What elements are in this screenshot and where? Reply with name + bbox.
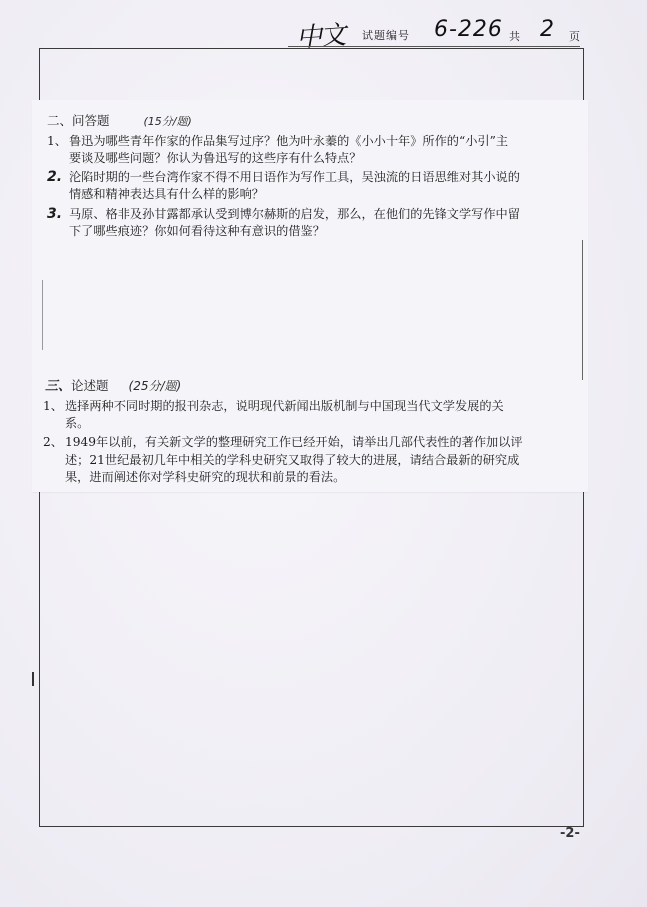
question-number: 1、: [47, 134, 67, 148]
question-2-1-line-2: 要谈及哪些问题？你认为鲁迅写的这些序有什么特点？: [69, 151, 362, 165]
question-2-3-line-2: 下了哪些痕迹？你如何看待这种有意识的借鉴？: [69, 224, 325, 238]
total-pages: 2: [540, 17, 554, 42]
exam-code: 6-226: [434, 17, 503, 42]
question-number-handwritten: 2.: [47, 169, 63, 185]
pages-label: 页: [569, 30, 580, 43]
question-2-1-line-1: 1、 鲁迅为哪些青年作家的作品集写过序？他为叶永蓁的《小小十年》所作的“小引”主: [47, 134, 509, 148]
section2-title: 二、问答题: [47, 113, 110, 128]
margin-mark: [32, 672, 34, 686]
frame-edge-line-left: [42, 280, 43, 350]
question-number-handwritten: 3.: [47, 206, 63, 222]
exam-code-label: 试题编号: [362, 29, 410, 42]
page-number: -2-: [560, 826, 580, 841]
section3-title: 论述题: [71, 378, 109, 393]
question-2-3-line-1: 3. 马原、格非及孙甘露都承认受到博尔赫斯的启发，那么，在他们的先锋文学写作中留: [47, 206, 520, 222]
question-3-1-line-1: 1、 选择两种不同时期的报刊杂志，说明现代新闻出版机制与中国现当代文学发展的关: [43, 399, 504, 413]
question-3-2-line-3: 果，进而阐述你对学科史研究的现状和前景的看法。: [65, 470, 346, 484]
section3-score-note: (25分/题): [128, 379, 182, 393]
question-3-2-line-1: 2、 1949年以前，有关新文学的整理研究工作已经开始，请举出几部代表性的著作加以评: [43, 435, 523, 449]
section3-prefix-handwritten: 三、: [45, 379, 72, 394]
question-3-2-line-2: 述；21世纪最初几年中相关的学科史研究又取得了较大的进展，请结合最新的研究成: [65, 453, 520, 467]
question-number: 1、: [43, 399, 63, 413]
section2-heading: [47, 111, 192, 129]
total-label: 共: [509, 30, 520, 43]
question-3-1-line-2: 系。: [65, 416, 90, 430]
header-underline: [288, 46, 580, 47]
section2-score-note: (15分/题): [143, 115, 192, 128]
question-2-2-line-1: 2. 沦陷时期的一些台湾作家不得不用日语作为写作工具，吴浊流的日语思维对其小说的: [47, 169, 520, 185]
question-2-2-line-2: 情感和精神表达具有什么样的影响？: [69, 187, 264, 201]
question-number: 2、: [43, 435, 63, 449]
handwritten-subject: 中文: [295, 20, 346, 54]
section3-heading: [45, 375, 181, 394]
frame-edge-line: [582, 240, 583, 380]
